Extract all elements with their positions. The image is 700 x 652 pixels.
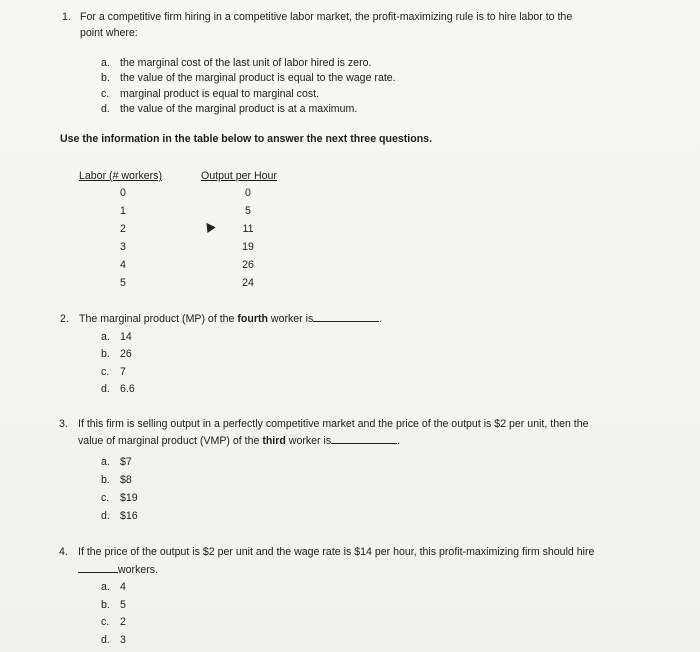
q1-option-text: the marginal cost of the last unit of labor hired is zero.: [120, 57, 372, 69]
mouse-cursor-icon: [202, 220, 215, 233]
table-cell-labor: 0: [120, 187, 126, 199]
table-instruction: Use the information in the table below to answer the next three questions.: [60, 133, 433, 145]
q2-option-text: 14: [120, 331, 132, 343]
q1-number: 1.: [62, 11, 71, 23]
q1-option-text: marginal product is equal to marginal cost.: [120, 88, 320, 100]
q3-option-text: $16: [120, 510, 138, 522]
q3-number: 3.: [59, 418, 68, 430]
q4-option-letter: c.: [101, 616, 110, 628]
q1-option-letter: d.: [101, 103, 110, 115]
q4-option-text: 2: [120, 616, 126, 628]
table-cell-output: 0: [245, 187, 251, 199]
q4-number: 4.: [59, 546, 68, 558]
table-cell-labor: 3: [120, 241, 126, 253]
q3-option-letter: d.: [101, 510, 110, 522]
q4-text-line2: workers.: [78, 563, 158, 577]
q1-option-letter: c.: [101, 88, 110, 100]
q3-option-text: $7: [120, 456, 132, 468]
q2-option-letter: a.: [101, 331, 110, 343]
table-cell-output: 11: [242, 223, 254, 235]
q1-option-letter: a.: [101, 57, 110, 69]
table-cell-output: 19: [242, 241, 254, 253]
q2-option-letter: b.: [101, 348, 110, 360]
q3-option-letter: a.: [101, 456, 110, 468]
q3-option-letter: c.: [101, 492, 110, 504]
q4-option-text: 5: [120, 599, 126, 611]
q4-option-text: 4: [120, 581, 126, 593]
q1-text-line2: point where:: [80, 27, 138, 39]
table-cell-output: 26: [242, 259, 254, 271]
q1-option-letter: b.: [101, 72, 110, 84]
q2-option-letter: c.: [101, 366, 110, 378]
q1-option-text: the value of the marginal product is equal to the wage rate.: [120, 72, 396, 84]
q3-text-line2: value of marginal product (VMP) of the third worker is .: [78, 435, 401, 447]
table-cell-labor: 2: [120, 223, 126, 235]
q2-option-text: 7: [120, 366, 126, 378]
q3-option-text: $8: [120, 474, 132, 486]
q2-option-text: 6.6: [120, 383, 135, 395]
q3-text-line1: If this firm is selling output in a perfectly competitive market and the price of the output is $2 per unit, then the: [78, 418, 589, 430]
q4-option-text: 3: [120, 634, 126, 646]
table-cell-labor: 5: [120, 277, 126, 289]
q1-option-text: the value of the marginal product is at a maximum.: [120, 103, 358, 115]
q4-option-letter: b.: [101, 599, 110, 611]
q1-text-line1: For a competitive firm hiring in a competitive labor market, the profit-maximizing rule is to hire labor to the: [80, 11, 573, 23]
q3-option-letter: b.: [101, 474, 110, 486]
q4-text-line1: If the price of the output is $2 per unit and the wage rate is $14 per hour, this profit-maximizing firm should hire: [78, 546, 595, 558]
q3-option-text: $19: [120, 492, 138, 504]
table-header-output: Output per Hour: [201, 170, 277, 182]
q2-question: The marginal product (MP) of the fourth worker is .: [79, 313, 383, 325]
q4-option-letter: d.: [101, 634, 110, 646]
table-cell-labor: 1: [120, 205, 126, 217]
table-header-labor: Labor (# workers): [79, 170, 163, 182]
table-cell-labor: 4: [120, 259, 126, 271]
table-cell-output: 24: [242, 277, 254, 289]
q2-option-letter: d.: [101, 383, 110, 395]
table-cell-output: 5: [245, 205, 251, 217]
q2-number: 2.: [60, 313, 69, 325]
q4-option-letter: a.: [101, 581, 110, 593]
q2-option-text: 26: [120, 348, 132, 360]
